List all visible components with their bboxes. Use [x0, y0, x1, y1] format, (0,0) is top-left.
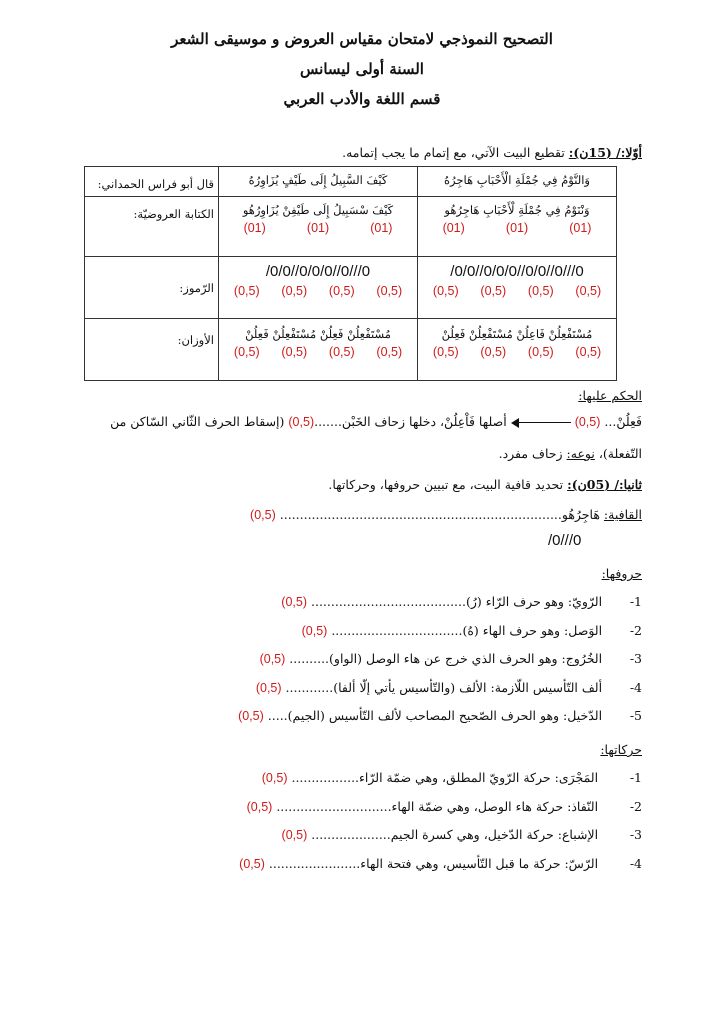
score: (0,5) [233, 284, 260, 298]
hemistich-1-cell: كَيْفَ سْسَبِيلُ إِلَى طَيْفِنْ يُزَاوِرُهُو (01) (01) (01) [219, 197, 418, 257]
list-item: 4- ألف التّأسيس اللّازمة: الألف (والتّأسيس يأتي إلّا ألفا)............ (0,5) [255, 680, 642, 695]
score: (0,5) [376, 345, 403, 359]
score: (0,5) [480, 345, 507, 359]
score: (0,5) [233, 345, 260, 359]
score: (0,5) [574, 415, 601, 429]
score: (0,5) [575, 345, 602, 359]
score: (0,5) [259, 652, 286, 666]
score: (01) [505, 221, 529, 235]
row-label: الرّموز: [85, 257, 219, 319]
score: (0,5) [246, 800, 273, 814]
score: (0,5) [238, 709, 264, 723]
doc-title: التصحيح النموذجي لامتحان مقياس العروض و موسيقى الشعر [171, 30, 553, 48]
hemistich-2-cell: وَالنَّوْمُ فِي جُمْلَةِ الْأَحْبَابِ هَاجِرُهُ [418, 167, 617, 197]
question-2-heading: ثانيا:/ (05ن): [567, 477, 642, 492]
score: (0,5) [328, 284, 355, 298]
score: (01) [442, 221, 465, 235]
list-item: 2- النّفاذ: حركة هاء الوصل، وهي ضمّة الهاء............................. (0,5) [246, 799, 642, 814]
letters-heading: حروفها: [601, 566, 642, 581]
score: (0,5) [261, 771, 288, 785]
doc-year: السنة أولى ليسانس [300, 60, 424, 78]
score: (01) [569, 221, 592, 235]
score: (0,5) [301, 624, 328, 638]
table-row [85, 197, 617, 257]
list-item: 1- الرّويّ: وهو حرف الرّاء (رُ)....................................... (0,5) [281, 594, 642, 609]
score: (0,5) [432, 284, 459, 298]
row-label: الأوزان: [85, 319, 219, 381]
list-item: 2- الوَصل: وهو حرف الهاء (هُ)................................. (0,5) [301, 623, 642, 638]
qafia-line: القافية: هَاجِرُهُو....................................................................... (0,5) [250, 507, 642, 522]
score: (0,5) [281, 345, 308, 359]
score: (0,5) [250, 508, 276, 522]
hemistich-1-cell: كَيْفَ السَّبِيلُ إِلَى طَيْفٍ يُزَاوِرُهُ [219, 167, 418, 197]
score: (0,5) [575, 284, 602, 298]
scansion-table [84, 166, 617, 381]
list-item: 4- الرّسّ: حركة ما قبل التّأسيس، وهي فتحة الهاء....................... (0,5) [239, 856, 642, 871]
list-item: 5- الدّخيل: وهو الحرف الصّحيح المصاحب لألف التّأسيس (الجيم)..... (0,5) [238, 708, 642, 723]
score: (01) [370, 221, 393, 235]
score: (0,5) [527, 345, 554, 359]
score: (01) [243, 221, 266, 235]
table-row [85, 167, 617, 197]
question-1-heading: أوّلا:/ (15ن): [568, 145, 642, 160]
table-row [85, 257, 617, 319]
score: (0,5) [255, 681, 282, 695]
ruling-line-1: فَعِلُنْ... (0,5) أصلها فَاْعِلُنْ، دخلها زحاف الخَبْن.......(0,5) (إسقاط الحرف الثّاني السّاكن من [110, 414, 642, 429]
score: (0,5) [281, 828, 308, 842]
score: (0,5) [239, 857, 265, 871]
table-row [85, 319, 617, 381]
score: (0,5) [288, 415, 315, 429]
score: (0,5) [281, 595, 308, 609]
hemistich-2-cell: /0/0//0/0/0//0/0//0///0 (0,5) (0,5) (0,5) (0,5) [418, 257, 617, 319]
question-2 [60, 477, 642, 492]
question-2-text: تحديد قافية البيت، مع تبيين حروفها، وحركاتها. [328, 477, 564, 492]
row-label: الكتابة العروضيّة: [85, 197, 219, 257]
list-item: 3- الإشباع: حركة الدّخيل، وهي كسرة الجيم.................... (0,5) [281, 827, 642, 842]
row-label: قال أبو فراس الحمداني: [85, 167, 219, 197]
score: (0,5) [480, 284, 507, 298]
motions-heading: حركاتها: [600, 742, 642, 757]
score: (0,5) [376, 284, 403, 298]
arrow-left-icon [511, 418, 571, 428]
hemistich-1-cell: /0/0//0/0/0//0///0 (0,5) (0,5) (0,5) (0,5) [219, 257, 418, 319]
hemistich-2-cell: مُسْتَفْعِلُنْ فَاعِلُنْ مُسْتَفْعِلُنْ فَعِلُنْ (0,5) (0,5) (0,5) (0,5) [418, 319, 617, 381]
hemistich-2-cell: وَنْنَوْمُ فِي جُمْلَةِ لْأَحْبَابِ هَاجِرُهُو (01) (01) (01) [418, 197, 617, 257]
list-item: 3- الخُرُوج: وهو الحرف الذي خرج عن هاء الوصل (الواو).......... (0,5) [259, 651, 642, 666]
question-1 [60, 145, 642, 160]
score: (01) [306, 221, 330, 235]
qafia-symbols: /0///0 [548, 532, 582, 549]
ruling-line-2: التّفعلة)، نوعه: زحاف مفرد. [498, 446, 642, 461]
score: (0,5) [432, 345, 459, 359]
ruling-heading: الحكم عليها: [578, 388, 642, 403]
list-item: 1- المَجْرَى: حركة الرّويّ المطلق، وهي ضمّة الرّاء................. (0,5) [261, 770, 642, 785]
question-1-text: تقطيع البيت الآتي، مع إتمام ما يجب إتمامه. [342, 145, 565, 160]
hemistich-1-cell: مُسْتَفْعِلُنْ فَعِلُنْ مُسْتَفْعِلُنْ فَعِلُنْ (0,5) (0,5) (0,5) (0,5) [219, 319, 418, 381]
doc-department: قسم اللغة والأدب العربي [283, 90, 441, 108]
score: (0,5) [328, 345, 355, 359]
score: (0,5) [281, 284, 308, 298]
score: (0,5) [527, 284, 554, 298]
